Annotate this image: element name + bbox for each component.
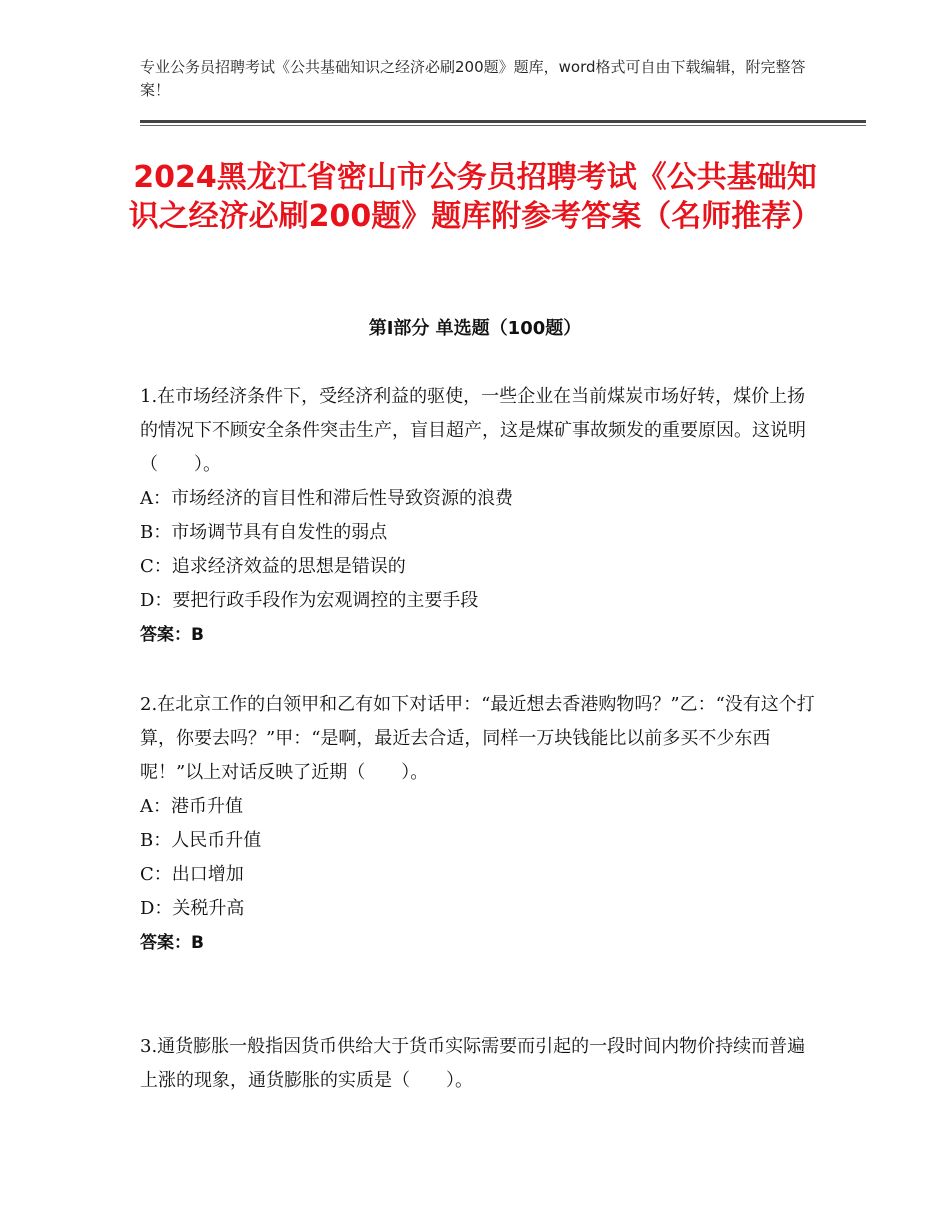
question-stem: 2.在北京工作的白领甲和乙有如下对话甲：“最近想去香港购物吗？”乙：“没有这个打算，你要去吗？”甲：“是啊，最近去合适，同样一万块钱能比以前多买不少东西呢！”以上对话反映了近期（ ）。 [140, 694, 815, 783]
section-heading: 第Ⅰ部分 单选题（100题） [368, 318, 582, 339]
answer-line: 答案：B [140, 625, 204, 645]
question-2 [140, 688, 815, 960]
option-c: C：追求经济效益的思想是错误的 [140, 556, 406, 577]
option-a: A：港币升值 [140, 796, 243, 817]
option-c: C：出口增加 [140, 864, 244, 885]
answer-line: 答案：B [140, 933, 204, 953]
document-title: 2024黑龙江省密山市公务员招聘考试《公共基础知识之经济必刷200题》题库附参考答案（名师推荐） [128, 160, 822, 234]
header-note: 专业公务员招聘考试《公共基础知识之经济必刷200题》题库，word格式可自由下载编辑，附完整答案！ [140, 58, 806, 99]
option-d: D：关税升高 [140, 898, 245, 919]
option-a: A：市场经济的盲目性和滞后性导致资源的浪费 [140, 488, 513, 509]
question-stem: 1.在市场经济条件下，受经济利益的驱使，一些企业在当前煤炭市场好转，煤价上扬的情况下不顾安全条件突击生产，盲目超产，这是煤矿事故频发的重要原因。这说明（ ）。 [140, 386, 806, 475]
question-stem: 3.通货膨胀一般指因货币供给大于货币实际需要而引起的一段时间内物价持续而普遍上涨的现象，通货膨胀的实质是（ ）。 [140, 1036, 806, 1091]
question-3 [140, 1030, 815, 1098]
option-d: D：要把行政手段作为宏观调控的主要手段 [140, 590, 479, 611]
option-b: B：人民币升值 [140, 830, 262, 851]
option-b: B：市场调节具有自发性的弱点 [140, 522, 388, 543]
header-divider-thin [140, 125, 866, 126]
header-divider-thick [140, 120, 866, 123]
question-1 [140, 380, 815, 652]
